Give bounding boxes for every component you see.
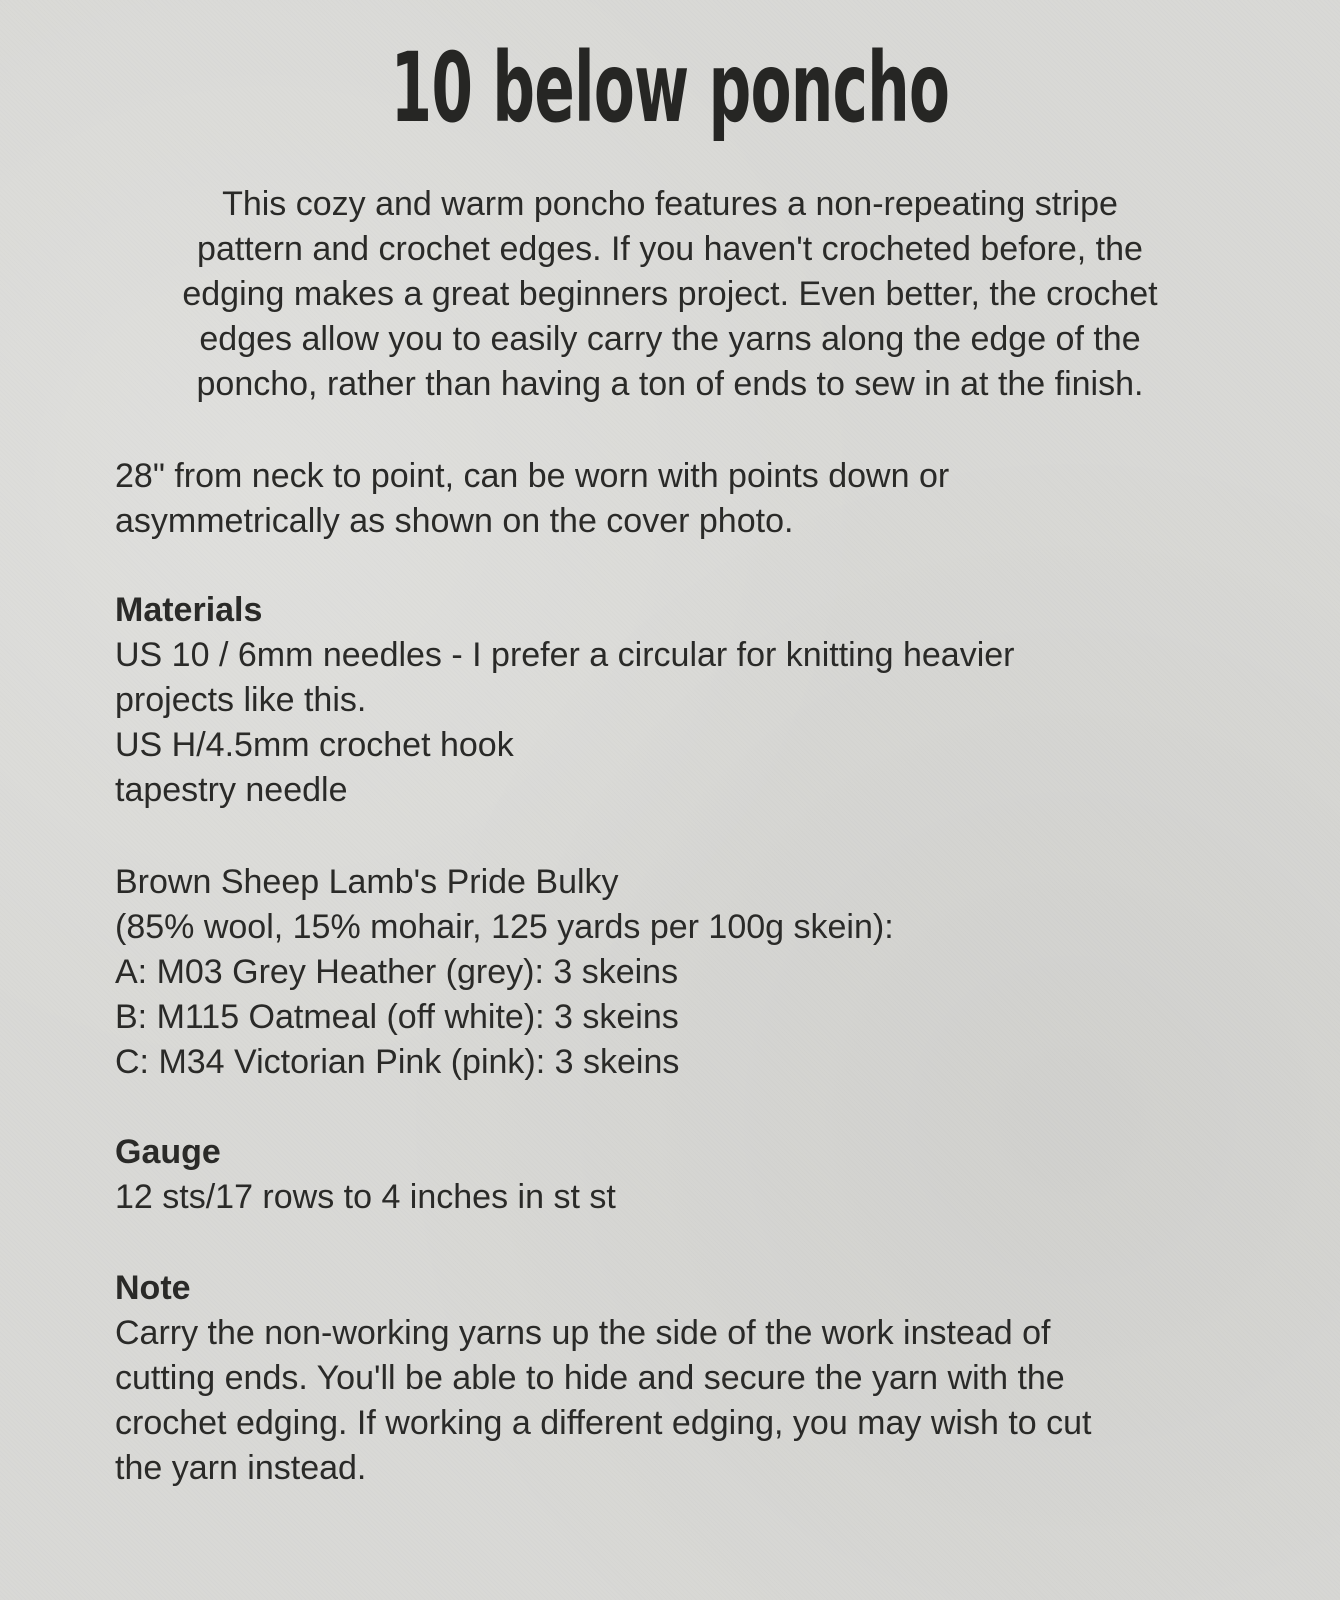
size-line: 28" from neck to point, can be worn with points down or <box>115 457 950 495</box>
yarn-line: C: M34 Victorian Pink (pink): 3 skeins <box>115 1043 680 1081</box>
intro-line: pattern and crochet edges. If you haven't crocheted before, the <box>197 230 1143 268</box>
materials-line: US 10 / 6mm needles - I prefer a circular for knitting heavier <box>115 636 1015 674</box>
yarn-section <box>115 860 1235 1085</box>
materials-line: projects like this. <box>115 681 367 719</box>
materials-section <box>115 588 1235 813</box>
gauge-section <box>115 1130 1235 1220</box>
gauge-heading: Gauge <box>115 1133 221 1171</box>
intro-line: edging makes a great beginners project. Even better, the crochet <box>182 275 1158 313</box>
yarn-line: B: M115 Oatmeal (off white): 3 skeins <box>115 998 679 1036</box>
intro-line: This cozy and warm poncho features a non-repeating stripe <box>222 185 1118 223</box>
size-paragraph <box>115 454 1235 544</box>
intro-paragraph <box>110 182 1230 407</box>
materials-line: tapestry needle <box>115 771 348 809</box>
intro-line: edges allow you to easily carry the yarns along the edge of the <box>199 320 1141 358</box>
yarn-line: Brown Sheep Lamb's Pride Bulky <box>115 863 619 901</box>
yarn-line: (85% wool, 15% mohair, 125 yards per 100g skein): <box>115 908 894 946</box>
yarn-line: A: M03 Grey Heather (grey): 3 skeins <box>115 953 679 991</box>
note-line: the yarn instead. <box>115 1449 367 1487</box>
note-line: crochet edging. If working a different edging, you may wish to cut <box>115 1404 1092 1442</box>
note-section <box>115 1266 1235 1491</box>
note-heading: Note <box>115 1269 191 1307</box>
materials-heading: Materials <box>115 591 263 629</box>
intro-line: poncho, rather than having a ton of ends to sew in at the finish. <box>196 365 1144 403</box>
materials-line: US H/4.5mm crochet hook <box>115 726 514 764</box>
gauge-line: 12 sts/17 rows to 4 inches in st st <box>115 1178 616 1216</box>
note-line: cutting ends. You'll be able to hide and secure the yarn with the <box>115 1359 1065 1397</box>
size-line: asymmetrically as shown on the cover photo. <box>115 502 794 540</box>
page-title: 10 below poncho <box>390 32 950 144</box>
note-line: Carry the non-working yarns up the side of the work instead of <box>115 1314 1051 1352</box>
